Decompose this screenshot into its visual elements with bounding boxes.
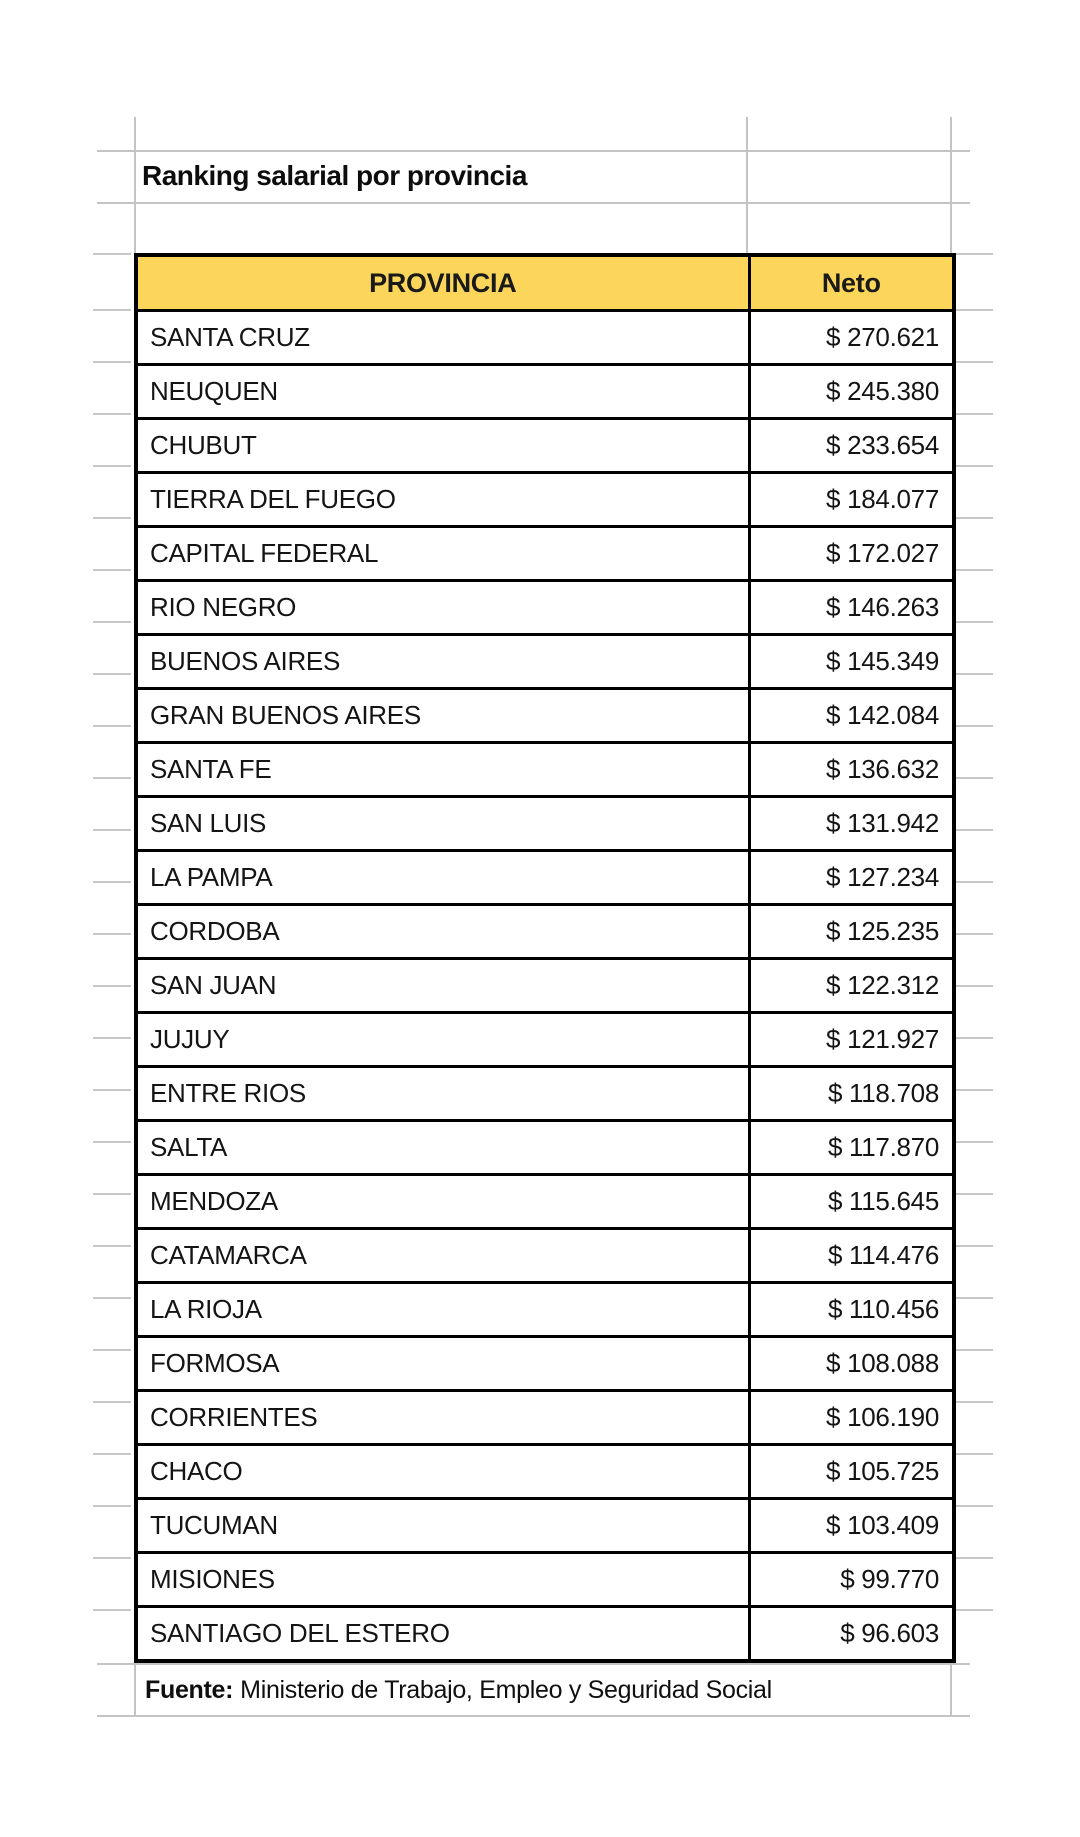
- table-row: [136, 1067, 954, 1121]
- cell-neto: $ 127.234: [749, 851, 954, 905]
- cell-neto: $ 99.770: [749, 1553, 954, 1607]
- cell-neto: $ 106.190: [749, 1391, 954, 1445]
- table-row: [136, 473, 954, 527]
- table-row: [136, 1229, 954, 1283]
- ranking-table: [134, 253, 956, 1663]
- cell-neto: $ 121.927: [749, 1013, 954, 1067]
- gridline-vertical: [950, 117, 952, 253]
- table-row: [136, 1175, 954, 1229]
- table-row: [136, 1013, 954, 1067]
- gridline-vertical: [134, 117, 136, 253]
- table-row: [136, 1121, 954, 1175]
- source-row: [134, 1663, 952, 1717]
- cell-neto: $ 115.645: [749, 1175, 954, 1229]
- cell-neto: $ 184.077: [749, 473, 954, 527]
- gridline-vertical: [746, 117, 748, 253]
- cell-neto: $ 118.708: [749, 1067, 954, 1121]
- cell-provincia: CATAMARCA: [136, 1229, 749, 1283]
- cell-provincia: GRAN BUENOS AIRES: [136, 689, 749, 743]
- table-row: [136, 419, 954, 473]
- cell-provincia: CHUBUT: [136, 419, 749, 473]
- cell-provincia: TUCUMAN: [136, 1499, 749, 1553]
- table-row: [136, 689, 954, 743]
- cell-provincia: SANTA CRUZ: [136, 311, 749, 365]
- cell-neto: $ 122.312: [749, 959, 954, 1013]
- table-row: [136, 797, 954, 851]
- cell-neto: $ 172.027: [749, 527, 954, 581]
- cell-neto: $ 131.942: [749, 797, 954, 851]
- cell-provincia: TIERRA DEL FUEGO: [136, 473, 749, 527]
- cell-neto: $ 145.349: [749, 635, 954, 689]
- cell-provincia: RIO NEGRO: [136, 581, 749, 635]
- cell-provincia: CHACO: [136, 1445, 749, 1499]
- source-label: Fuente:: [145, 1675, 234, 1704]
- cell-neto: $ 110.456: [749, 1283, 954, 1337]
- table-row: [136, 851, 954, 905]
- cell-provincia: LA PAMPA: [136, 851, 749, 905]
- column-header-provincia: PROVINCIA: [136, 255, 749, 311]
- table-row: [136, 1607, 954, 1662]
- table-row: [136, 1283, 954, 1337]
- cell-provincia: CORRIENTES: [136, 1391, 749, 1445]
- table-row: [136, 365, 954, 419]
- gridline-stub: [955, 253, 993, 255]
- column-header-neto: Neto: [749, 255, 954, 311]
- cell-provincia: SALTA: [136, 1121, 749, 1175]
- cell-neto: $ 270.621: [749, 311, 954, 365]
- cell-provincia: FORMOSA: [136, 1337, 749, 1391]
- table-row: [136, 635, 954, 689]
- gridline-horizontal: [97, 202, 970, 204]
- table-row: [136, 1445, 954, 1499]
- gridline-stub: [93, 253, 131, 255]
- source-text: Ministerio de Trabajo, Empleo y Seguridad Social: [240, 1675, 772, 1704]
- page-title: Ranking salarial por provincia: [142, 160, 527, 191]
- cell-neto: $ 117.870: [749, 1121, 954, 1175]
- cell-provincia: MISIONES: [136, 1553, 749, 1607]
- cell-provincia: BUENOS AIRES: [136, 635, 749, 689]
- cell-provincia: SAN JUAN: [136, 959, 749, 1013]
- table-row: [136, 1391, 954, 1445]
- cell-provincia: SAN LUIS: [136, 797, 749, 851]
- table-row: [136, 1499, 954, 1553]
- cell-neto: $ 146.263: [749, 581, 954, 635]
- cell-provincia: SANTA FE: [136, 743, 749, 797]
- cell-neto: $ 96.603: [749, 1607, 954, 1662]
- table-header-row: [136, 255, 954, 311]
- cell-provincia: JUJUY: [136, 1013, 749, 1067]
- table-row: [136, 1553, 954, 1607]
- gridline-stub-column: [93, 309, 131, 1615]
- cell-neto: $ 103.409: [749, 1499, 954, 1553]
- cell-neto: $ 136.632: [749, 743, 954, 797]
- cell-neto: $ 233.654: [749, 419, 954, 473]
- cell-provincia: ENTRE RIOS: [136, 1067, 749, 1121]
- table-body: [136, 311, 954, 1662]
- table-row: [136, 905, 954, 959]
- table-row: [136, 311, 954, 365]
- gridline-stub-column: [955, 309, 993, 1615]
- cell-neto: $ 114.476: [749, 1229, 954, 1283]
- cell-provincia: CAPITAL FEDERAL: [136, 527, 749, 581]
- table-row: [136, 581, 954, 635]
- table-row: [136, 527, 954, 581]
- cell-neto: $ 142.084: [749, 689, 954, 743]
- cell-provincia: SANTIAGO DEL ESTERO: [136, 1607, 749, 1662]
- cell-neto: $ 245.380: [749, 365, 954, 419]
- cell-provincia: MENDOZA: [136, 1175, 749, 1229]
- table-row: [136, 959, 954, 1013]
- cell-neto: $ 125.235: [749, 905, 954, 959]
- cell-neto: $ 105.725: [749, 1445, 954, 1499]
- cell-provincia: CORDOBA: [136, 905, 749, 959]
- cell-provincia: NEUQUEN: [136, 365, 749, 419]
- table-row: [136, 1337, 954, 1391]
- cell-neto: $ 108.088: [749, 1337, 954, 1391]
- table-row: [136, 743, 954, 797]
- cell-provincia: LA RIOJA: [136, 1283, 749, 1337]
